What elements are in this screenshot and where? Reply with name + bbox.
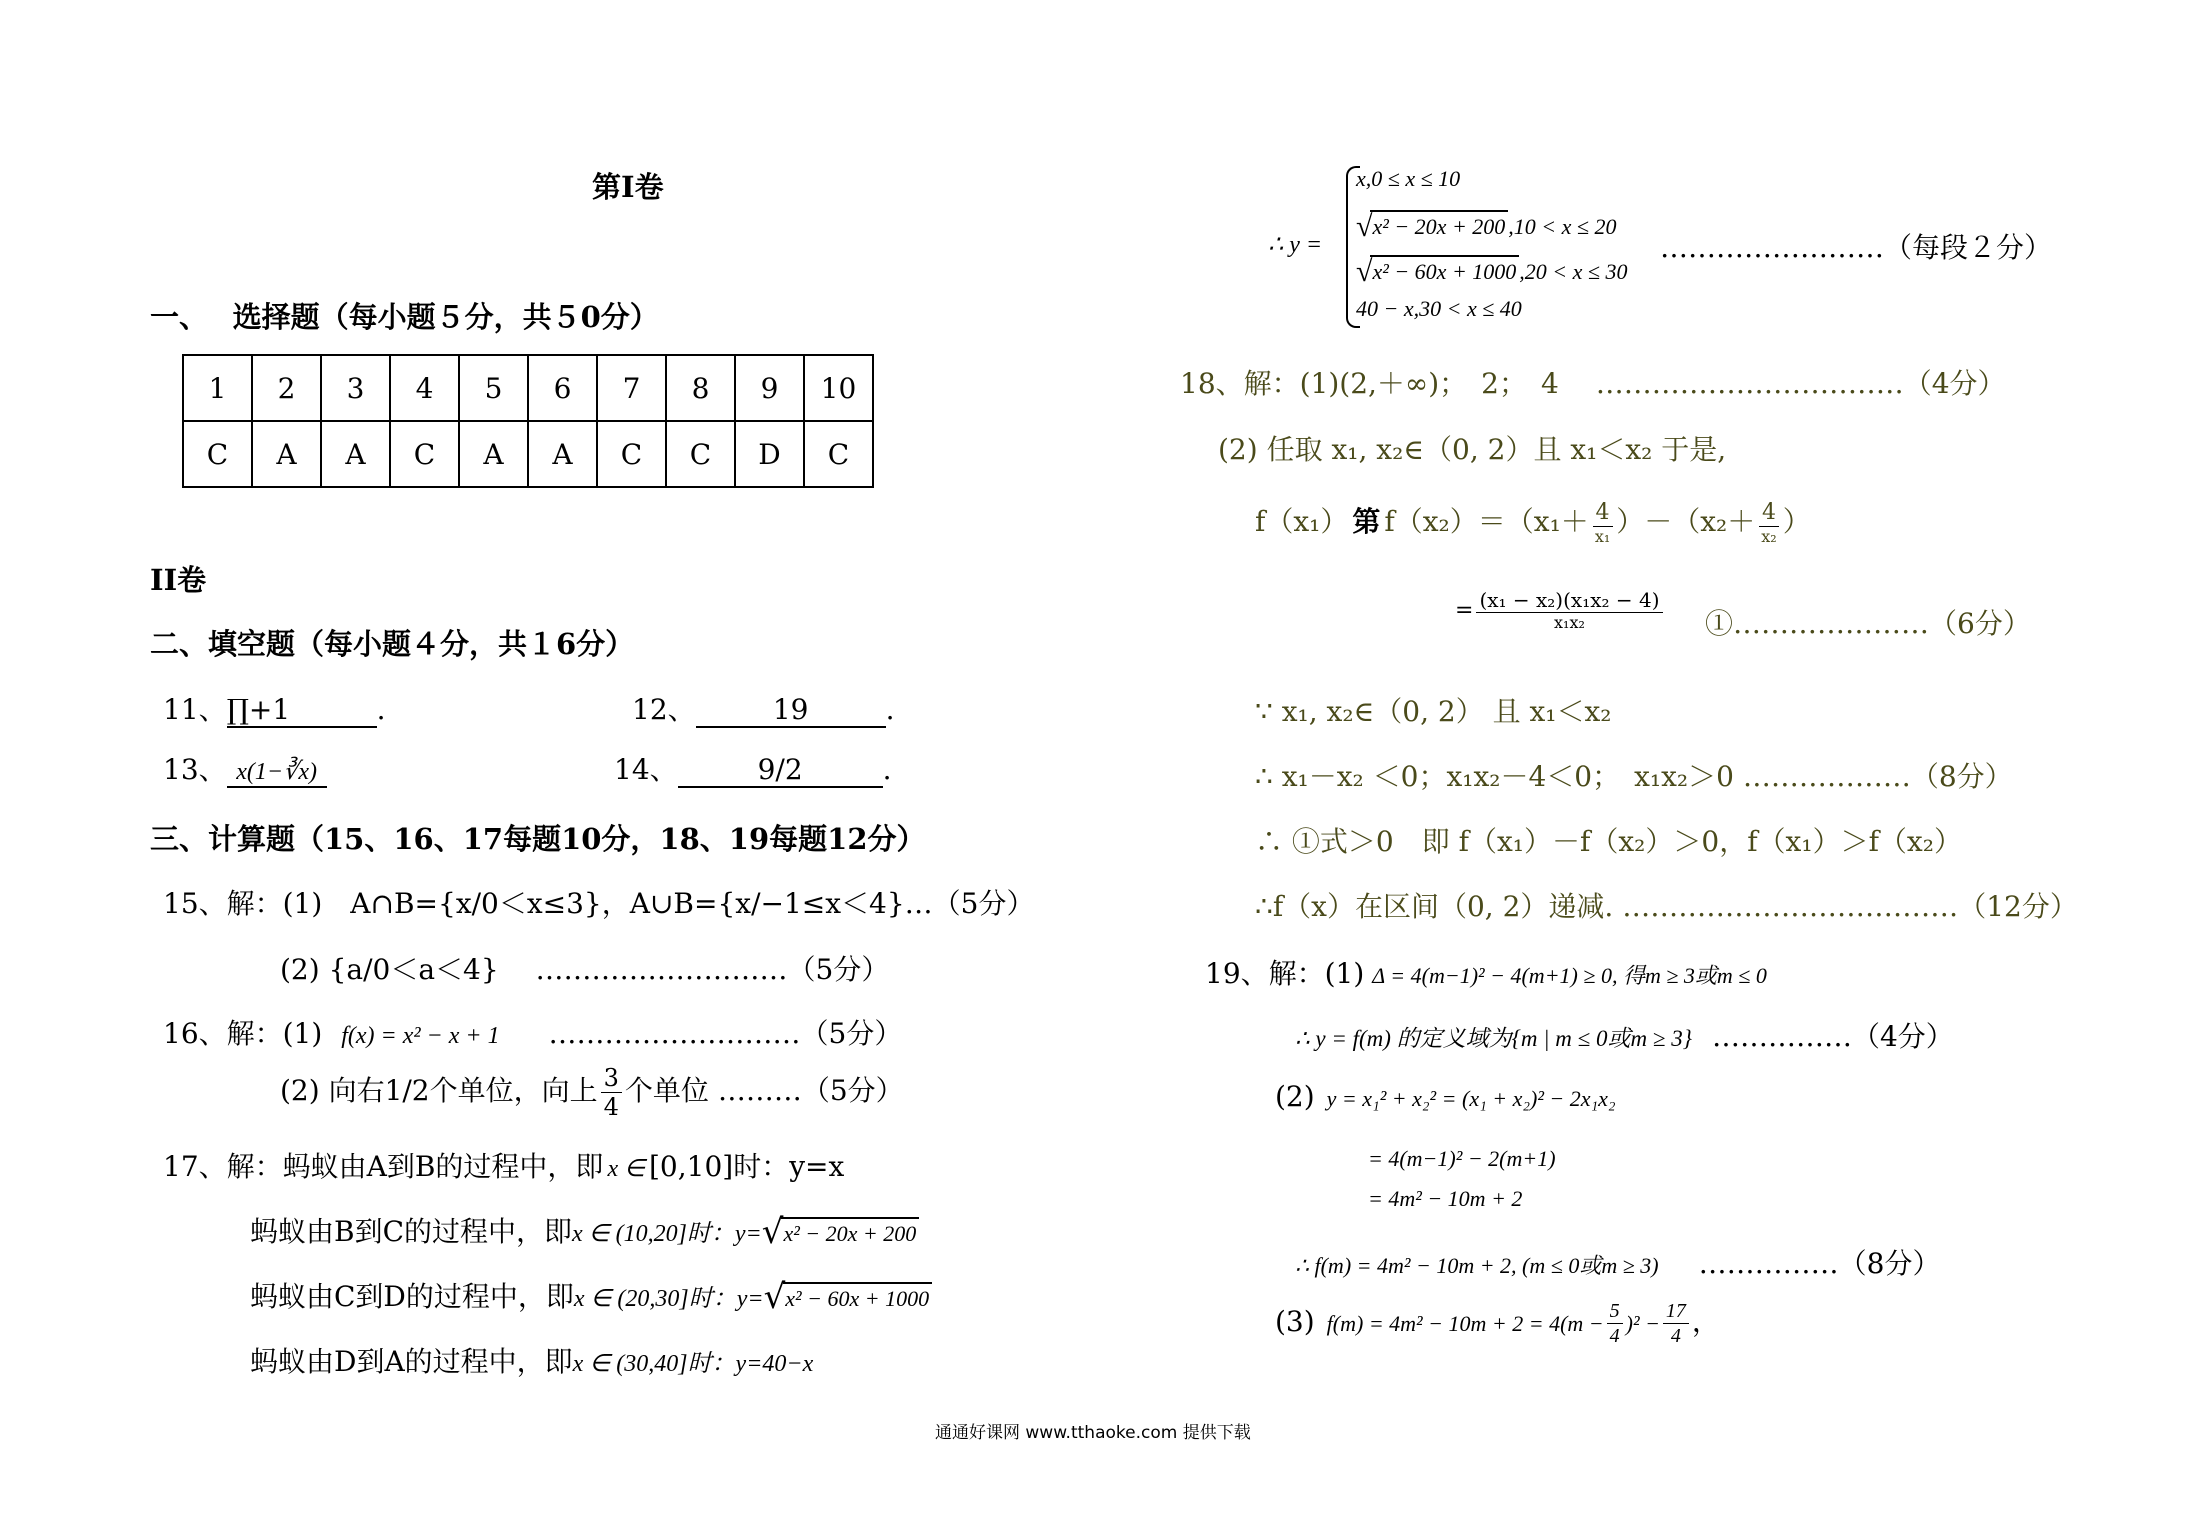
- table-cell: 6: [528, 355, 597, 421]
- piece-score: ……………………（每段２分）: [1660, 231, 2053, 264]
- question-11: 11、∏+1 .: [163, 693, 386, 726]
- q15-part2: (2) {a/0＜a＜4} ………………………（5分）: [280, 953, 890, 986]
- question-14: 14、 9/2 .: [614, 753, 892, 786]
- page-title: 第Ⅰ卷: [592, 170, 664, 204]
- q17-line2: 蚂蚁由B到C的过程中，即x ∈ (10,20]时：y=√x² − 20x + 200: [250, 1210, 919, 1252]
- q18-therefore-1: ∴ x₁－x₂ ＜0；x₁x₂－4＜0； x₁x₂＞0 ………………（8分）: [1255, 760, 2013, 793]
- piece-2: √x² − 20x + 200 ,10 < x ≤ 20: [1356, 210, 1617, 243]
- q19-fm: ∴ f(m) = 4m² − 10m + 2, (m ≤ 0或m ≥ 3) ……………（8分）: [1295, 1247, 1941, 1280]
- answer-12: 19: [696, 693, 886, 728]
- table-cell: 5: [459, 355, 528, 421]
- q18-difference: f（x₁） 第 f（x₂）＝（x₁＋ $\frac{4}{\text{x₁}}$ ）－（x₂＋ $\frac{4}{\text{x₂}}$ ）: [1255, 500, 1811, 546]
- q19-step-2: = 4m² − 10m + 2: [1368, 1186, 1523, 1211]
- table-row: [183, 355, 873, 421]
- piece-1: x,0 ≤ x ≤ 10: [1356, 166, 1461, 191]
- fraction-three-quarters: $\frac{3}{4}$: [601, 1066, 622, 1119]
- table-cell: 8: [666, 355, 735, 421]
- table-cell: C: [390, 421, 459, 487]
- table-cell: C: [597, 421, 666, 487]
- q17-line4: 蚂蚁由D到A的过程中，即x ∈ (30,40]时：y=40−x: [250, 1345, 814, 1378]
- q19-domain: ∴ y = f(m) 的定义域为{m | m ≤ 0或m ≥ 3} ……………（4分）: [1295, 1020, 1954, 1053]
- q15-part1: 15、解：(1) A∩B={x/0＜x≤3}，A∪B={x/−1≤x＜4}…（5分）: [163, 887, 1035, 920]
- question-12: 12、 19 .: [632, 693, 895, 726]
- table-row: [183, 421, 873, 487]
- table-cell: 7: [597, 355, 666, 421]
- q16-part2: (2) 向右1/2个单位，向上 $\frac{3}{4}$ 个单位 ………（5分）: [280, 1064, 904, 1121]
- answer-11: ∏+1: [227, 693, 377, 728]
- table-cell: A: [321, 421, 390, 487]
- table-cell: A: [252, 421, 321, 487]
- table-cell: D: [735, 421, 804, 487]
- table-cell: A: [459, 421, 528, 487]
- sqrt-expression: x² − 60x + 1000: [783, 1282, 932, 1312]
- q18-conclusion: ∴f（x）在区间（0, 2）递减. ………………………………（12分）: [1255, 890, 2078, 923]
- q17-line3: 蚂蚁由C到D的过程中，即x ∈ (20,30]时：y=√x² − 60x + 1000: [250, 1275, 932, 1317]
- q16-formula: f(x) = x² − x + 1: [341, 1023, 500, 1049]
- answer-14: 9/2: [678, 753, 883, 788]
- stray-mark: 第: [1352, 505, 1381, 538]
- section-choice-heading: 一、 选择题（每小题５分，共５0分）: [150, 300, 659, 334]
- table-cell: C: [183, 421, 252, 487]
- piecewise-label: ∴ y =: [1268, 232, 1323, 258]
- q18-part2: (2) 任取 x₁, x₂∈（0, 2）且 x₁＜x₂ 于是,: [1218, 433, 1727, 466]
- table-cell: 3: [321, 355, 390, 421]
- piece-4: 40 − x,30 < x ≤ 40: [1356, 296, 1522, 321]
- table-cell: C: [804, 421, 873, 487]
- answer-table: [182, 354, 874, 488]
- section-fill-heading: 二、填空题（每小题４分，共１6分）: [150, 627, 635, 661]
- q19-step-1: = 4(m−1)² − 2(m+1): [1368, 1146, 1556, 1171]
- q18-therefore-2: ∴ ①式＞0 即 f（x₁）－f（x₂）＞0，f（x₁）＞f（x₂）: [1255, 825, 1962, 858]
- q19-part2: (2) y = x₁² + x₂² = (x₁ + x₂)² − 2x₁x₂: [1275, 1080, 1616, 1113]
- section-calc-heading: 三、计算题（15、16、17每题10分，18、19每题12分）: [150, 822, 926, 856]
- volume-two-heading: II卷: [150, 563, 207, 597]
- footer-source: 通通好课网 www.tthaoke.com 提供下载: [935, 1423, 1251, 1443]
- question-13: 13、 x(1−∛x): [163, 748, 327, 788]
- q18-because: ∵ x₁, x₂∈（0, 2） 且 x₁＜x₂: [1255, 695, 1612, 728]
- q18-part1: 18、解：(1)(2,＋∞)； 2； 4 ……………………………（4分）: [1180, 367, 2006, 400]
- q18-factored: = $\frac{\text{(x₁ − x₂)(x₁x₂ − 4)}}{\text{x₁x₂}}$: [1455, 590, 1666, 631]
- table-cell: 1: [183, 355, 252, 421]
- table-cell: 4: [390, 355, 459, 421]
- sqrt-expression: x² − 20x + 200: [781, 1217, 919, 1247]
- table-cell: 9: [735, 355, 804, 421]
- table-cell: 2: [252, 355, 321, 421]
- table-cell: 10: [804, 355, 873, 421]
- q19-part1: 19、解：(1) Δ = 4(m−1)² − 4(m+1) ≥ 0, 得m ≥ 3或m ≤ 0: [1205, 957, 1767, 990]
- piece-3: √x² − 60x + 1000 ,20 < x ≤ 30: [1356, 255, 1628, 288]
- q17-line1: 17、解：蚂蚁由A到B的过程中，即 x ∈ [0,10]时：y=x: [163, 1150, 845, 1183]
- answer-13: x(1−∛x): [227, 757, 327, 788]
- q16-part1: 16、解：(1) f(x) = x² − x + 1 ………………………（5分）: [163, 1017, 903, 1050]
- table-cell: A: [528, 421, 597, 487]
- q19-part3: (3) f(m) = 4m² − 10m + 2 = 4(m − $\frac{5}{4}$ )² − $\frac{17}{4}$ ，: [1275, 1300, 1720, 1347]
- q18-score-6: ①…………………（6分）: [1705, 607, 2031, 640]
- table-cell: C: [666, 421, 735, 487]
